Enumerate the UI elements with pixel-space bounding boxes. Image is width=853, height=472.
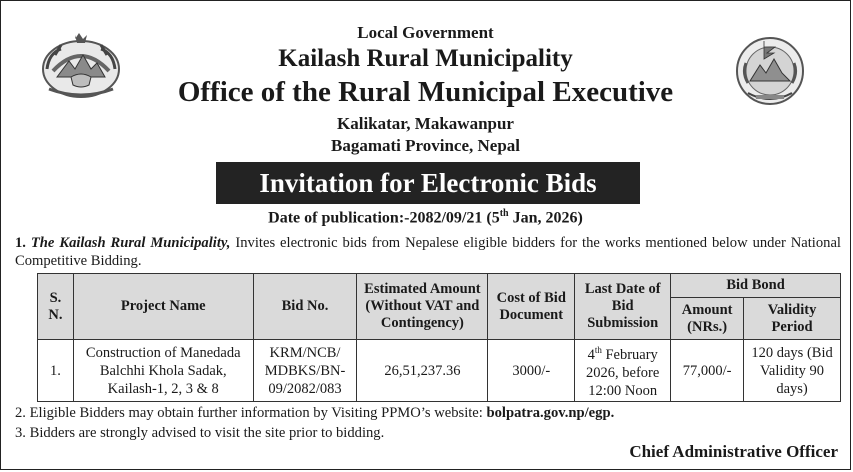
office-province: Bagamati Province, Nepal xyxy=(330,136,521,155)
header-sn: S. N. xyxy=(38,274,74,340)
notice-title-banner: Invitation for Electronic Bids xyxy=(216,162,640,204)
header-last-date: Last Date of Bid Submission xyxy=(575,274,671,340)
cell-cost: 3000/- xyxy=(488,340,575,402)
office-address: Kalikatar, Makawanpur xyxy=(337,114,514,133)
header-estimated-amount: Estimated Amount (Without VAT and Contingency) xyxy=(357,274,488,340)
header-line-local-government: Local Government xyxy=(357,23,494,42)
cell-project-name: Construction of Manedada Balchhi Khola Sadak, Kailash-1, 2, 3 & 8 xyxy=(73,340,253,402)
cell-bond-amount: 77,000/- xyxy=(671,340,744,402)
table-row xyxy=(38,340,841,402)
municipality-name: Kailash Rural Municipality xyxy=(278,45,573,72)
ppmo-website: bolpatra.gov.np/egp. xyxy=(486,405,615,421)
cell-validity: 120 days (Bid Validity 90 days) xyxy=(744,340,841,402)
cell-bid-no: KRM/NCB/ MDBKS/BN- 09/2082/083 xyxy=(253,340,357,402)
notice-item-1: 1. The Kailash Rural Municipality, Invites electronic bids from Nepalese eligible bidders for the works mentioned below under National Competitive Bidding. xyxy=(15,235,841,269)
notice-item-2: 2. Eligible Bidders may obtain further information by Visiting PPMO’s website: bolpatra.gov.np/egp. xyxy=(15,405,615,421)
office-title: Office of the Rural Municipal Executive xyxy=(177,76,674,108)
header-bond-amount: Amount (NRs.) xyxy=(671,298,744,340)
header-bid-no: Bid No. xyxy=(253,274,357,340)
notice-item-3: 3. Bidders are strongly advised to visit the site prior to bidding. xyxy=(15,425,385,441)
signatory: Chief Administrative Officer xyxy=(629,442,838,461)
publication-date: Date of publication:-2082/09/21 (5th Jan, 2026) xyxy=(268,208,583,227)
bids-table xyxy=(37,273,841,402)
cell-sn: 1. xyxy=(38,340,74,402)
header-validity-period: Validity Period xyxy=(744,298,841,340)
cell-last-date: 4th February 2026, before 12:00 Noon xyxy=(575,340,671,402)
header-bid-bond: Bid Bond xyxy=(671,274,841,298)
header-project-name: Project Name xyxy=(73,274,253,340)
cell-estimated-amount: 26,51,237.36 xyxy=(357,340,488,402)
header-cost-of-bid-document: Cost of Bid Document xyxy=(488,274,575,340)
